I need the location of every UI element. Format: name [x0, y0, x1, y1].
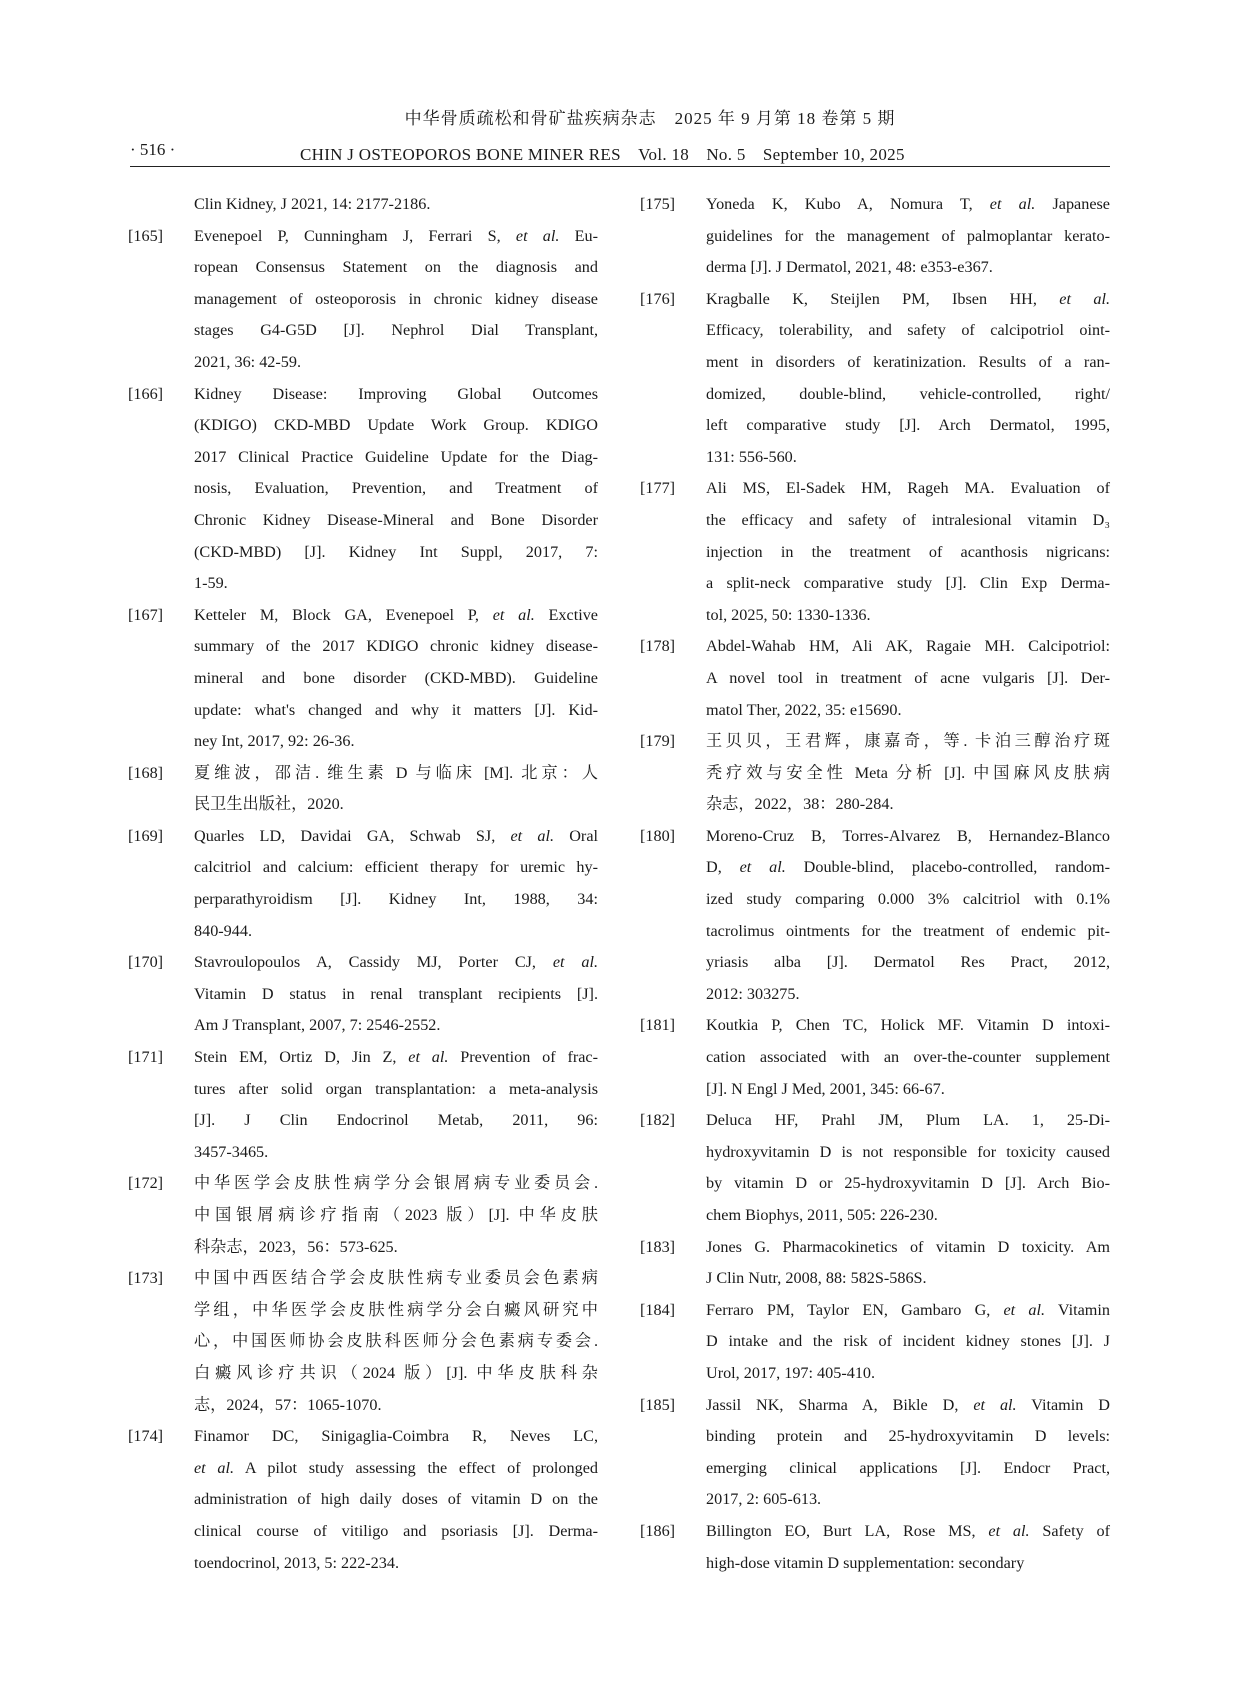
reference-number: [184] [640, 1300, 676, 1319]
reference-line: 2012: 303275. [706, 984, 800, 1003]
reference-line: chem Biophys, 2011, 505: 226-230. [706, 1206, 938, 1224]
reference-line: 王贝贝，王君辉，康嘉奇，等. 卡泊三醇治疗斑 [706, 732, 1110, 751]
reference-line: Koutkia P, Chen TC, Holick MF. Vitamin D intoxi- [706, 1016, 1110, 1035]
reference-line: Yoneda K, Kubo A, Nomura T, et al. Japanese [706, 195, 1110, 213]
reference-line: 2017 Clinical Practice Guideline Update for the Diag- [194, 447, 598, 466]
reference-line: left comparative study [J]. Arch Dermatol, 1995, [706, 416, 1110, 435]
reference-text [194, 1042, 598, 1168]
reference-line: [J]. J Clin Endocrinol Metab, 2011, 96: [194, 1111, 598, 1130]
reference-text [706, 821, 1110, 1011]
reference-entry [640, 1390, 1110, 1516]
reference-line: Abdel-Wahab HM, Ali AK, Ragaie MH. Calcipotriol: [706, 637, 1110, 656]
reference-number: [182] [640, 1111, 676, 1130]
reference-line: 2021, 36: 42-59. [194, 352, 302, 371]
reference-number: [176] [640, 289, 676, 308]
reference-entry [640, 284, 1110, 474]
header-divider [130, 166, 1110, 167]
reference-number: [183] [640, 1237, 676, 1256]
reference-line: Kragballe K, Steijlen PM, Ibsen HH, et al. [706, 289, 1110, 308]
reference-line: 1-59. [194, 574, 228, 593]
reference-line: management of osteoporosis in chronic kidney disease [194, 289, 598, 308]
reference-line: domized, double-blind, vehicle-controlled, right/ [706, 384, 1110, 403]
reference-line: a split-neck comparative study [J]. Clin Exp Derma- [706, 574, 1110, 593]
reference-line: administration of high daily doses of vitamin D on the [194, 1490, 598, 1509]
reference-number: [171] [128, 1048, 164, 1067]
reference-line: Ketteler M, Block GA, Evenepoel P, et al. Exctive [194, 605, 598, 624]
reference-line: A novel tool in treatment of acne vulgaris [J]. Der- [706, 668, 1110, 687]
reference-entry [640, 1295, 1110, 1390]
reference-line: 白癜风诊疗共识（2024 版）[J]. 中华皮肤科杂 [194, 1363, 598, 1382]
reference-entry [128, 221, 598, 379]
reference-line: binding protein and 25-hydroxyvitamin D levels: [706, 1427, 1110, 1446]
reference-line: ropean Consensus Statement on the diagnosis and [194, 258, 598, 277]
reference-line: 2017, 2: 605-613. [706, 1490, 822, 1509]
reference-entry [640, 189, 1110, 284]
reference-line: 科杂志，2023，56：573-625. [194, 1237, 398, 1256]
reference-line: hydroxyvitamin D is not responsible for toxicity caused [706, 1142, 1110, 1161]
reference-line: D intake and the risk of incident kidney stones [J]. J [706, 1332, 1110, 1351]
reference-line: injection in the treatment of acanthosis nigricans: [706, 542, 1110, 561]
reference-text [194, 821, 598, 947]
reference-text [706, 189, 1110, 284]
reference-text [194, 600, 598, 758]
reference-text [194, 1421, 598, 1579]
reference-line: tacrolimus ointments for the treatment of endemic pit- [706, 921, 1110, 940]
reference-entry [128, 1421, 598, 1579]
reference-number: [168] [128, 763, 164, 782]
reference-entry [640, 1232, 1110, 1295]
reference-line: 杂志，2022，38：280-284. [706, 795, 894, 814]
reference-continuation-line: Clin Kidney, J 2021, 14: 2177-2186. [194, 195, 431, 213]
reference-line: Chronic Kidney Disease-Mineral and Bone Disorder [194, 510, 598, 529]
reference-entry [128, 1042, 598, 1168]
reference-line: 学组，中华医学会皮肤性病学分会白癜风研究中 [194, 1300, 598, 1319]
reference-text [706, 473, 1110, 631]
reference-number: [175] [640, 195, 676, 213]
reference-line: 中华医学会皮肤性病学分会银屑病专业委员会. [194, 1174, 598, 1193]
reference-line: ment in disorders of keratinization. Results of a ran- [706, 352, 1110, 371]
reference-text [194, 947, 598, 1042]
reference-line: et al. A pilot study assessing the effect of prolonged [194, 1458, 598, 1477]
reference-line: Quarles LD, Davidai GA, Schwab SJ, et al. Oral [194, 826, 599, 845]
reference-line: 夏维波，邵洁. 维生素 D 与临床 [M]. 北京：人 [194, 763, 598, 782]
header-row [130, 140, 1110, 164]
reference-line: Evenepoel P, Cunningham J, Ferrari S, et al. Eu- [194, 226, 599, 245]
reference-line: 中国银屑病诊疗指南（2023 版）[J]. 中华皮肤 [194, 1206, 598, 1224]
reference-text [706, 726, 1110, 821]
reference-entry [128, 1263, 598, 1421]
reference-text [194, 379, 598, 600]
reference-line: perparathyroidism [J]. Kidney Int, 1988, 34: [194, 890, 598, 909]
reference-number: [173] [128, 1269, 164, 1288]
reference-line: clinical course of vitiligo and psoriasis [J]. Derma- [194, 1521, 598, 1540]
reference-entry [640, 473, 1110, 631]
reference-text [706, 1390, 1110, 1516]
reference-line: Am J Transplant, 2007, 7: 2546-2552. [194, 1016, 441, 1035]
reference-text [706, 284, 1110, 474]
reference-entry [128, 1168, 598, 1263]
reference-line: (KDIGO) CKD-MBD Update Work Group. KDIGO [194, 416, 598, 435]
running-header [130, 104, 1110, 164]
reference-line: toendocrinol, 2013, 5: 222-234. [194, 1553, 400, 1572]
reference-line: 840-944. [194, 921, 252, 940]
reference-number: [174] [128, 1427, 164, 1446]
reference-line: Jassil NK, Sharma A, Bikle D, et al. Vitamin D [706, 1395, 1110, 1414]
reference-number: [181] [640, 1016, 676, 1035]
reference-line: 3457-3465. [194, 1142, 269, 1161]
reference-line: the efficacy and safety of intralesional vitamin D₃ [706, 510, 1110, 529]
reference-number: [180] [640, 826, 676, 845]
reference-text [706, 1516, 1110, 1579]
reference-line: yriasis alba [J]. Dermatol Res Pract, 2012, [706, 953, 1110, 972]
reference-line: ized study comparing 0.000 3% calcitriol with 0.1% [706, 890, 1110, 909]
reference-entry [640, 1516, 1110, 1579]
reference-line: nosis, Evaluation, Prevention, and Treatment of [194, 479, 598, 498]
reference-text [706, 1295, 1110, 1390]
reference-entry [128, 600, 598, 758]
reference-line: 志，2024，57：1065-1070. [194, 1395, 382, 1414]
reference-line: Vitamin D status in renal transplant recipients [J]. [194, 984, 598, 1003]
reference-line: cation associated with an over-the-counter supplement [706, 1048, 1110, 1067]
reference-line: D, et al. Double-blind, placebo-controlled, random- [706, 858, 1110, 877]
reference-line: Efficacy, tolerability, and safety of calcipotriol oint- [706, 321, 1110, 340]
journal-title-english: CHIN J OSTEOPOROS BONE MINER RES Vol. 18 No. 5 September 10, 2025 [300, 145, 905, 164]
left-column [128, 189, 598, 1579]
reference-line: derma [J]. J Dermatol, 2021, 48: e353-e367. [706, 258, 993, 277]
reference-line: 中国中西医结合学会皮肤性病专业委员会色素病 [194, 1269, 598, 1288]
reference-line: Billington EO, Burt LA, Rose MS, et al. Safety of [706, 1521, 1110, 1540]
right-column [640, 189, 1110, 1579]
reference-line: Jones G. Pharmacokinetics of vitamin D toxicity. Am [706, 1237, 1110, 1256]
reference-entry [128, 947, 598, 1042]
page-number: · 516 · [130, 140, 176, 159]
reference-number: [169] [128, 826, 164, 845]
reference-line: Deluca HF, Prahl JM, Plum LA. 1, 25-Di- [706, 1111, 1110, 1130]
reference-number: [179] [640, 732, 676, 751]
reference-text [194, 1263, 598, 1421]
reference-number: [166] [128, 384, 164, 403]
reference-line: guidelines for the management of palmoplantar kerato- [706, 226, 1110, 245]
reference-line: Stavroulopoulos A, Cassidy MJ, Porter CJ, et al. [194, 953, 599, 972]
reference-line: Ali MS, El-Sadek HM, Rageh MA. Evaluation of [706, 479, 1110, 498]
reference-number: [178] [640, 637, 676, 656]
reference-line: emerging clinical applications [J]. Endocr Pract, [706, 1458, 1110, 1477]
reference-number: [172] [128, 1174, 164, 1193]
reference-line: ney Int, 2017, 92: 26-36. [194, 732, 355, 751]
reference-entry [640, 1010, 1110, 1105]
reference-line: Ferraro PM, Taylor EN, Gambaro G, et al. Vitamin [706, 1300, 1110, 1319]
reference-number: [185] [640, 1395, 676, 1414]
reference-line: Urol, 2017, 197: 405-410. [706, 1363, 876, 1382]
reference-line: calcitriol and calcium: efficient therapy for uremic hy- [194, 858, 598, 877]
reference-line: [J]. N Engl J Med, 2001, 345: 66-67. [706, 1079, 945, 1098]
reference-entry [640, 726, 1110, 821]
reference-line: 秃疗效与安全性 Meta 分析 [J]. 中国麻风皮肤病 [706, 763, 1110, 782]
reference-line: Moreno-Cruz B, Torres-Alvarez B, Hernandez-Blanco [706, 826, 1110, 845]
reference-text [706, 1232, 1110, 1295]
reference-number: [170] [128, 953, 164, 972]
reference-line: summary of the 2017 KDIGO chronic kidney disease- [194, 637, 598, 656]
reference-entry [640, 1105, 1110, 1231]
journal-title-chinese: 中华骨质疏松和骨矿盐疾病杂志 2025 年 9 月第 18 卷第 5 期 [404, 109, 896, 128]
reference-number: [165] [128, 226, 164, 245]
reference-text [706, 1010, 1110, 1105]
reference-text [194, 1168, 598, 1263]
reference-line: Stein EM, Ortiz D, Jin Z, et al. Prevention of frac- [194, 1048, 598, 1067]
reference-line: Kidney Disease: Improving Global Outcomes [194, 384, 598, 403]
reference-line: tures after solid organ transplantation: a meta-analysis [194, 1079, 598, 1098]
reference-line: J Clin Nutr, 2008, 88: 582S-586S. [706, 1269, 927, 1288]
reference-number: [167] [128, 605, 164, 624]
reference-line: tol, 2025, 50: 1330-1336. [706, 605, 871, 624]
reference-line: update: what's changed and why it matters [J]. Kid- [194, 700, 598, 719]
reference-line: 心，中国医师协会皮肤科医师分会色素病专委会. [194, 1332, 598, 1351]
reference-entry [640, 821, 1110, 1011]
reference-line: mineral and bone disorder (CKD-MBD). Guideline [194, 668, 598, 687]
reference-entry [640, 631, 1110, 726]
reference-entry [128, 821, 598, 947]
reference-number: [177] [640, 479, 676, 498]
reference-text [194, 221, 598, 379]
reference-text [706, 1105, 1110, 1231]
reference-line: 131: 556-560. [706, 447, 797, 466]
reference-entry [128, 758, 598, 821]
reference-line: Finamor DC, Sinigaglia-Coimbra R, Neves LC, [194, 1427, 598, 1446]
reference-line: matol Ther, 2022, 35: e15690. [706, 700, 902, 719]
reference-entry [128, 379, 598, 600]
reference-line: stages G4-G5D [J]. Nephrol Dial Transplant, [194, 321, 598, 340]
reference-line: by vitamin D or 25-hydroxyvitamin D [J]. Arch Bio- [706, 1174, 1110, 1193]
reference-line: 民卫生出版社，2020. [194, 795, 344, 814]
reference-number: [186] [640, 1521, 676, 1540]
reference-text [706, 631, 1110, 726]
reference-line: (CKD-MBD) [J]. Kidney Int Suppl, 2017, 7: [194, 542, 598, 561]
reference-line: high-dose vitamin D supplementation: secondary [706, 1553, 1025, 1572]
reference-text [194, 758, 598, 821]
